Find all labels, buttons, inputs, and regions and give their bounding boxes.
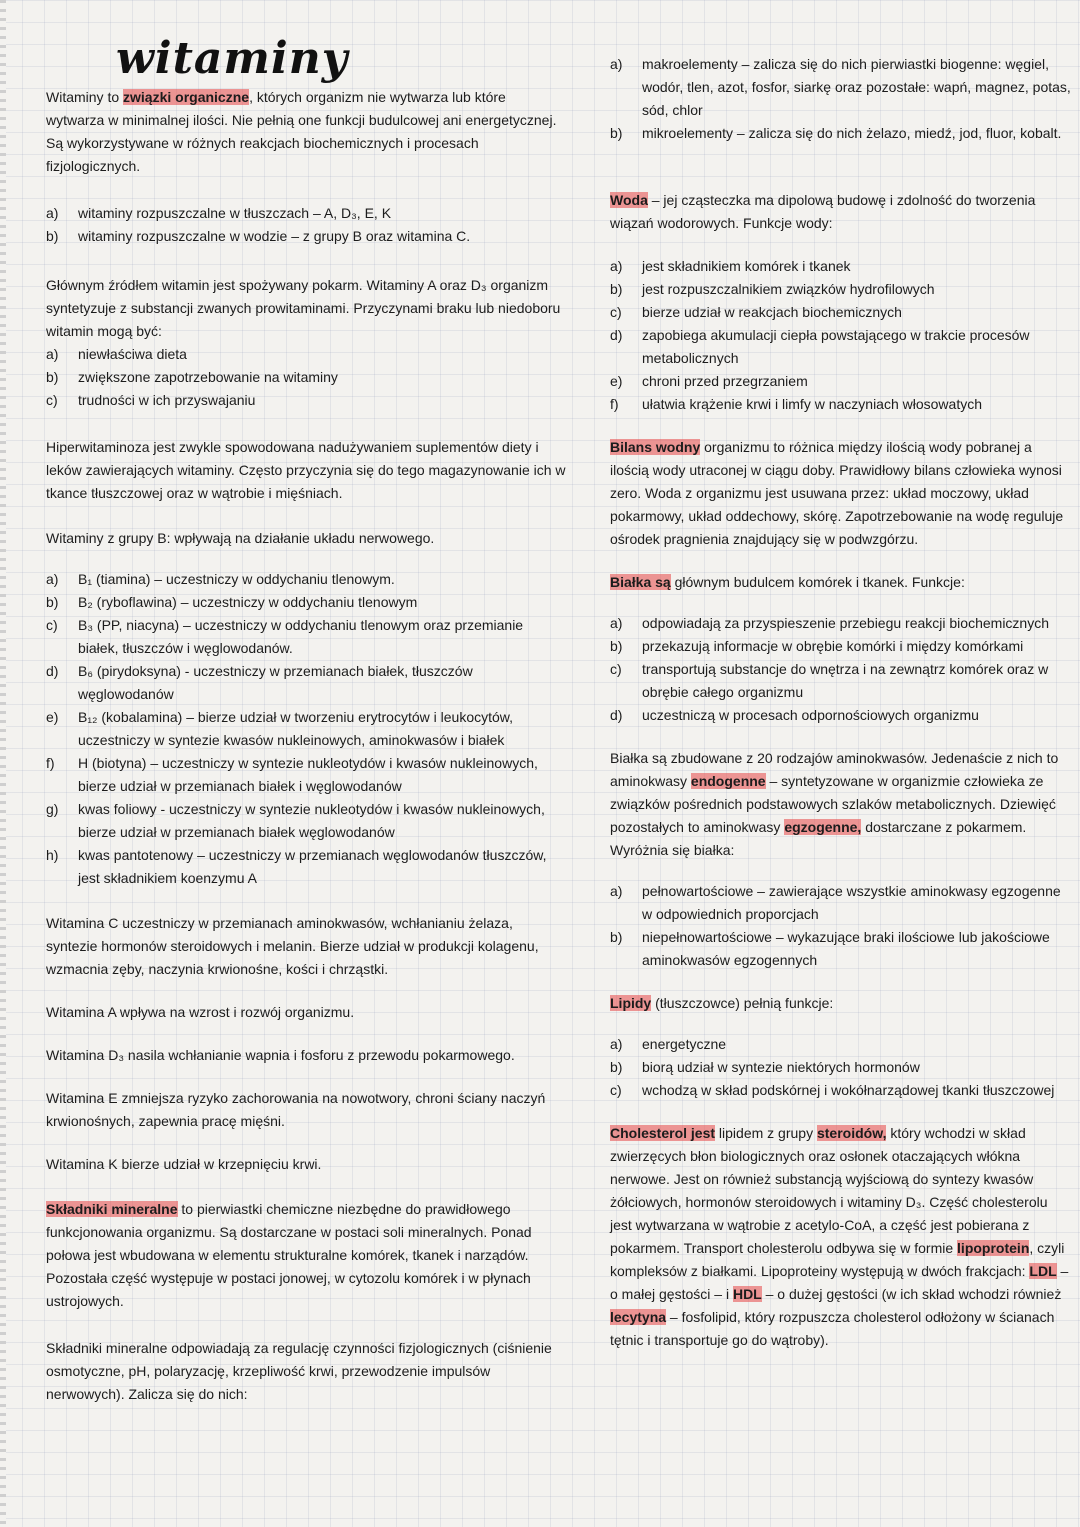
- highlight-egzogenne: egzogenne,: [784, 819, 862, 835]
- list-item: c) bierze udział w reakcjach biochemicznych: [610, 304, 902, 320]
- cholesterol-paragraph: Cholesterol jest lipidem z grupy steroidów, który wchodzi w skład zwierzęcych błon biologicznych oraz osłonek otaczających włókna nerwowe. Jest on również substancją wyjściową do syntezy kwasów żółciowych, hormonów steroidowych i witaminy D₃. Część cholesterolu jest wytwarzana w wątrobie z acetylo-CoA, a część jest pobierana z pokarmem. Transport cholesterolu odbywa się w formie lipoprotein, czyli kompleksów z białkami. Lipoproteiny występują w dwóch frakcjach: LDL – o małej gęstości – i HDL – o dużej gęstości (w ich skład wchodzi również lecytyna – fosfolipid, który rozpuszcza cholesterol odłożony w ścianach tętnic i transportuje go do wątroby).: [610, 1125, 1069, 1348]
- minerals-regulation-paragraph: Składniki mineralne odpowiadają za regulację czynności fizjologicznych (ciśnienie osmotyczne, pH, polaryzację, krzepliwość krwi, przewodzenie impulsów nerwowych). Zalicza się do nich:: [46, 1340, 552, 1402]
- right-column: [610, 0, 1072, 1352]
- list-item: b) przekazują informacje w obrębie komórki i między komórkami: [610, 638, 1024, 654]
- list-item: a) niewłaściwa dieta: [46, 346, 187, 362]
- mineral-types-list: [610, 53, 1072, 145]
- group-b-heading: Witaminy z grupy B: wpływają na działanie układu nerwowego.: [46, 530, 435, 546]
- proteins-paragraph: Białka są głównym budulcem komórek i tkanek. Funkcje:: [610, 574, 965, 590]
- sources-paragraph: Głównym źródłem witamin jest spożywany pokarm. Witaminy A oraz D₃ organizm syntetyzuje z substancji zwanych prowitaminami. Przyczynami braku lub niedoboru witamin mogą być:: [46, 277, 561, 339]
- vitamin-a-paragraph: Witamina A wpływa na wzrost i rozwój organizmu.: [46, 1004, 355, 1020]
- protein-types-list: [610, 880, 1072, 972]
- highlight-hdl: HDL: [732, 1286, 762, 1302]
- highlight-lecytyna: lecytyna: [610, 1309, 667, 1325]
- lipid-functions-list: [610, 1033, 1072, 1102]
- list-item: h) kwas pantotenowy – uczestniczy w przemianach węglowodanów tłuszczów, jest składnikiem koenzymu A: [46, 847, 547, 886]
- minerals-paragraph: Składniki mineralne to pierwiastki chemiczne niezbędne do prawidłowego funkcjonowania organizmu. Są dostarczane w postaci soli mineralnych. Ponad połowa jest wbudowana w elementu strukturalne komórek, tkanek i narządów. Pozostała część występuje w postaci jonowej, w cytozolu komórek i w płynach ustrojowych.: [46, 1201, 532, 1309]
- water-balance-paragraph: Bilans wodny organizmu to różnica między ilością wody pobranej a ilością wody utraconej w ciągu doby. Prawidłowy bilans człowieka wynosi zero. Woda z organizmu jest usuwana przez: układ moczowy, układ pokarmowy, układ oddechowy, skórę. Zapotrzebowanie na wodę reguluje ośrodek pragnienia znajdujący się w podwzgórzu.: [610, 439, 1064, 547]
- highlight-lipoprotein: lipoprotein: [957, 1240, 1030, 1256]
- vitamin-c-paragraph: Witamina C uczestniczy w przemianach aminokwasów, wchłanianiu żelaza, syntezie hormonów steroidowych i melanin. Bierze udział w produkcji kolagenu, wzmacnia zęby, naczynia krwionośne, kości i chrząstki.: [46, 915, 539, 977]
- list-item: c) B₃ (PP, niacyna) – uczestniczy w oddychaniu tlenowym oraz przemianie białek, tłuszczów i węglowodanów.: [46, 617, 524, 656]
- highlight-skladniki-mineralne: Składniki mineralne: [46, 1201, 178, 1217]
- highlight-ldl: LDL: [1029, 1263, 1057, 1279]
- list-item: b) B₂ (ryboflawina) – uczestniczy w oddychaniu tlenowym: [46, 594, 418, 610]
- list-item: e) B₁₂ (kobalamina) – bierze udział w tworzeniu erytrocytów i leukocytów, uczestniczy w syntezie kwasów nukleinowych, aminokwasów i białek: [46, 709, 514, 748]
- list-item: c) transportują substancje do wnętrza i na zewnątrz komórek oraz w obrębie całego organizmu: [610, 661, 1049, 700]
- vitamin-k-paragraph: Witamina K bierze udział w krzepnięciu krwi.: [46, 1156, 322, 1172]
- list-item: a) jest składnikiem komórek i tkanek: [610, 258, 851, 274]
- list-item: b) mikroelementy – zalicza się do nich żelazo, miedź, jod, fluor, kobalt.: [610, 125, 1062, 141]
- water-paragraph: Woda – jej cząsteczka ma dipolową budowę i zdolność do tworzenia wiązań wodorowych. Funkcje wody:: [610, 192, 1036, 231]
- highlight-cholesterol: Cholesterol jest: [610, 1125, 716, 1141]
- highlight-lipidy: Lipidy: [610, 995, 652, 1011]
- list-item: d) B₆ (pirydoksyna) - uczestniczy w przemianach białek, tłuszczów węglowodanów: [46, 663, 473, 702]
- notebook-edge: [0, 0, 6, 1527]
- list-item: a) B₁ (tiamina) – uczestniczy w oddychaniu tlenowym.: [46, 571, 395, 587]
- page-title: witaminy: [116, 33, 349, 84]
- highlight-zwiazki-organiczne: związki organiczne: [123, 89, 250, 105]
- list-item: b) witaminy rozpuszczalne w wodzie – z grupy B oraz witamina C.: [46, 228, 471, 244]
- list-item: d) zapobiega akumulacji ciepła powstającego w trakcie procesów metabolicznych: [610, 327, 1030, 366]
- left-column: [46, 0, 566, 1406]
- highlight-bialka: Białka są: [610, 574, 671, 590]
- water-functions-list: [610, 255, 1072, 416]
- list-item: g) kwas foliowy - uczestniczy w syntezie nukleotydów i kwasów nukleinowych, bierze udział w przemianach białek węglowodanów: [46, 801, 545, 840]
- list-item: f) ułatwia krążenie krwi i limfy w naczyniach włosowatych: [610, 396, 983, 412]
- list-item: b) zwiększone zapotrzebowanie na witaminy: [46, 369, 338, 385]
- list-item: b) niepełnowartościowe – wykazujące braki ilościowe lub jakościowe aminokwasów egzogennych: [610, 929, 1050, 968]
- list-item: a) energetyczne: [610, 1036, 727, 1052]
- deficiency-causes-list: [46, 343, 566, 412]
- list-item: e) chroni przed przegrzaniem: [610, 373, 808, 389]
- list-item: c) wchodzą w skład podskórnej i wokółnarządowej tkanki tłuszczowej: [610, 1082, 1055, 1098]
- list-item: a) witaminy rozpuszczalne w tłuszczach – A, D₃, E, K: [46, 205, 392, 221]
- list-item: d) uczestniczą w procesach odpornościowych organizmu: [610, 707, 979, 723]
- amino-acids-paragraph: Białka są zbudowane z 20 rodzajów aminokwasów. Jedenaście z nich to aminokwasy endogenne – syntetyzowane w organizmie człowieka ze związków pośrednich podstawowych szlaków metabolicznych. Dziewięć pozostałych to aminokwasy egzogenne, dostarczane z pokarmem. Wyróżnia się białka:: [610, 750, 1059, 858]
- protein-functions-list: [610, 612, 1072, 727]
- list-item: a) odpowiadają za przyspieszenie przebiegu reakcji biochemicznych: [610, 615, 1049, 631]
- intro-paragraph: Witaminy to związki organiczne, których organizm nie wytwarza lub które wytwarza w minimalnej ilości. Nie pełnią one funkcji budulcowej ani energetycznej. Są wykorzystywane w różnych reakcjach biochemicznych i procesach fizjologicznych.: [46, 89, 557, 174]
- list-item: c) trudności w ich przyswajaniu: [46, 392, 256, 408]
- vitamin-types-list: [46, 202, 566, 248]
- list-item: b) jest rozpuszczalnikiem związków hydrofilowych: [610, 281, 935, 297]
- highlight-woda: Woda: [610, 192, 648, 208]
- highlight-bilans-wodny: Bilans wodny: [610, 439, 701, 455]
- list-item: a) makroelementy – zalicza się do nich pierwiastki biogenne: węgiel, wodór, tlen, azot, fosfor, siarkę oraz pozostałe: wapń, magnez, potas, sód, chlor: [610, 56, 1071, 118]
- list-item: a) pełnowartościowe – zawierające wszystkie aminokwasy egzogenne w odpowiednich proporcjach: [610, 883, 1061, 922]
- group-b-list: [46, 568, 566, 890]
- list-item: f) H (biotyna) – uczestniczy w syntezie nukleotydów i kwasów nukleinowych, bierze udział w przemianach białek i węglowodanów: [46, 755, 538, 794]
- lipids-paragraph: Lipidy (tłuszczowce) pełnią funkcje:: [610, 995, 834, 1011]
- highlight-steroidow: steroidów,: [816, 1125, 887, 1141]
- hypervitaminosis-paragraph: Hiperwitaminoza jest zwykle spowodowana nadużywaniem suplementów diety i leków zawierających witaminy. Często przyczynia się do tego magazynowanie ich w tkance tłuszczowej oraz w wątrobie i mięśniach.: [46, 439, 566, 501]
- vitamin-e-paragraph: Witamina E zmniejsza ryzyko zachorowania na nowotwory, chroni ściany naczyń krwionośnych, zapewnia pracę mięśni.: [46, 1090, 546, 1129]
- list-item: b) biorą udział w syntezie niektórych hormonów: [610, 1059, 920, 1075]
- vitamin-d-paragraph: Witamina D₃ nasila wchłanianie wapnia i fosforu z przewodu pokarmowego.: [46, 1047, 515, 1063]
- highlight-endogenne: endogenne: [690, 773, 766, 789]
